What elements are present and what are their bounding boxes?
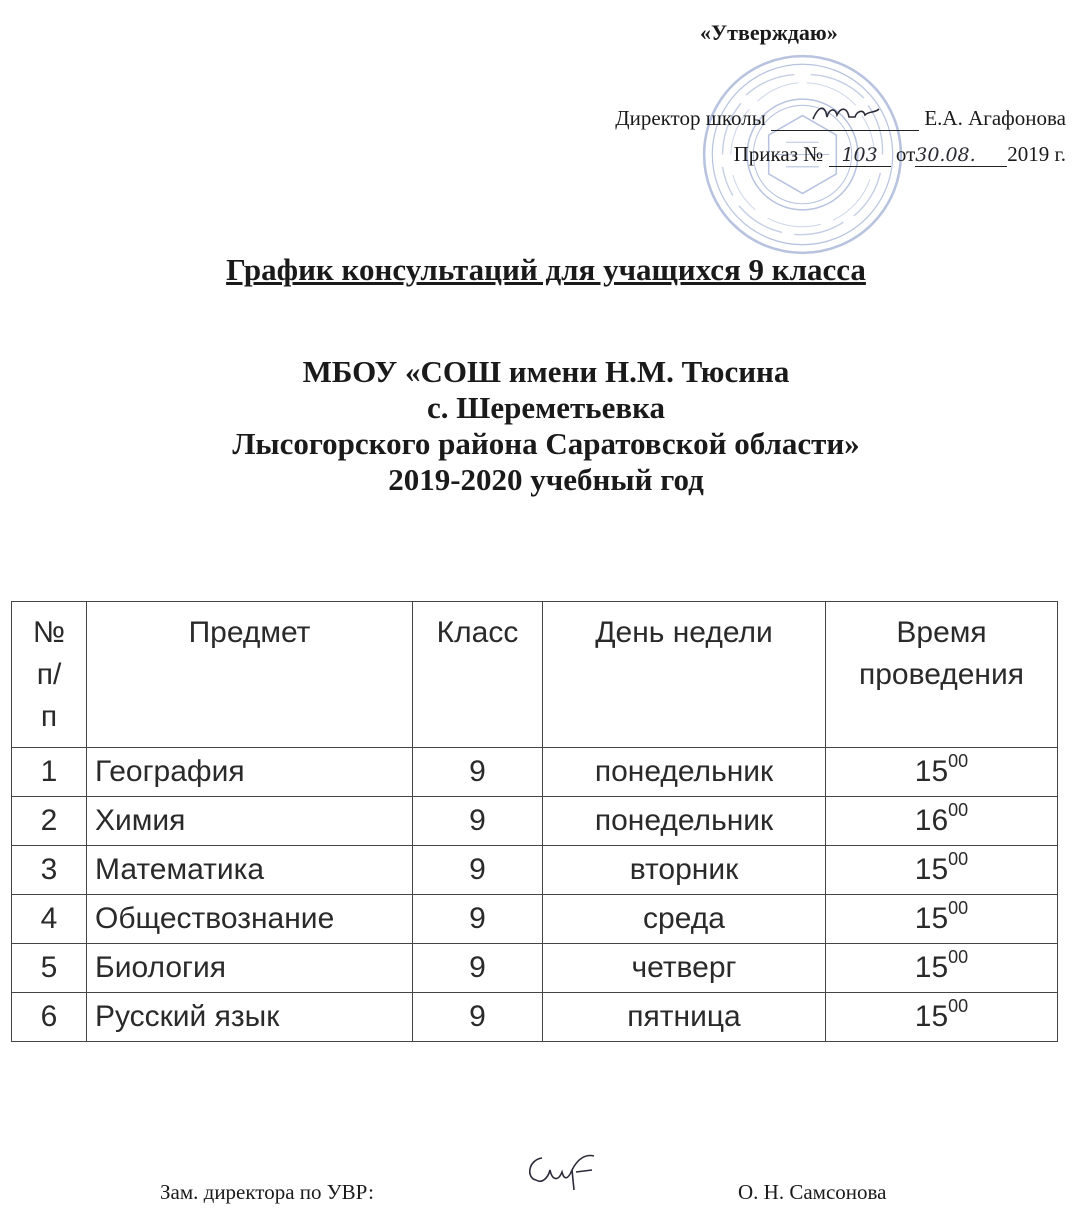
- cell-class: 9: [413, 797, 543, 846]
- cell-class: 9: [413, 846, 543, 895]
- approval-heading: «Утверждаю»: [700, 20, 838, 45]
- time-minutes: 00: [948, 751, 969, 771]
- order-year: 2019 г.: [1007, 142, 1066, 166]
- cell-number: 4: [12, 895, 87, 944]
- cell-day: пятница: [543, 993, 826, 1042]
- cell-number: 1: [12, 748, 87, 797]
- order-date: 30.08.: [915, 144, 1007, 167]
- subtitle-line: Лысогорского района Саратовской области»: [232, 426, 860, 461]
- header-class: Класс: [413, 602, 543, 748]
- cell-number: 6: [12, 993, 87, 1042]
- cell-number: 5: [12, 944, 87, 993]
- time-hour: 15: [914, 755, 949, 788]
- table-row: [12, 748, 1058, 797]
- director-name: Е.А. Агафонова: [924, 106, 1066, 130]
- director-signature: [805, 101, 885, 125]
- table-row: [12, 944, 1058, 993]
- header-number-line: п: [40, 700, 58, 733]
- time-minutes: 00: [948, 996, 969, 1016]
- header-number: [12, 602, 87, 748]
- time-minutes: 00: [948, 898, 969, 918]
- cell-time: [826, 895, 1058, 944]
- time-minutes: 00: [948, 947, 969, 967]
- cell-class: 9: [413, 944, 543, 993]
- header-number-line: п/: [36, 658, 62, 691]
- order-prefix: Приказ №: [733, 142, 824, 166]
- cell-time: [826, 797, 1058, 846]
- header-time: [826, 602, 1058, 748]
- cell-class: 9: [413, 895, 543, 944]
- cell-time: [826, 846, 1058, 895]
- time-hour: 15: [914, 902, 949, 935]
- cell-subject: Обществознание: [87, 895, 413, 944]
- time-hour: 16: [914, 804, 949, 837]
- consultation-schedule-table: [11, 601, 1058, 1042]
- time-hour: 15: [914, 853, 949, 886]
- cell-time: [826, 993, 1058, 1042]
- page-title-text: График консультаций для учащихся 9 класса: [226, 252, 866, 287]
- cell-subject: География: [87, 748, 413, 797]
- cell-day: вторник: [543, 846, 826, 895]
- order-number: 103: [829, 144, 891, 167]
- cell-subject: Биология: [87, 944, 413, 993]
- cell-day: четверг: [543, 944, 826, 993]
- header-subject: Предмет: [87, 602, 413, 748]
- table-header-row: [12, 602, 1058, 748]
- cell-day: понедельник: [543, 748, 826, 797]
- cell-day: понедельник: [543, 797, 826, 846]
- cell-number: 3: [12, 846, 87, 895]
- cell-class: 9: [413, 748, 543, 797]
- page-title: [0, 252, 1092, 288]
- table-row: [12, 895, 1058, 944]
- time-hour: 15: [914, 951, 949, 984]
- header-time-line: Время: [896, 616, 987, 649]
- cell-number: 2: [12, 797, 87, 846]
- deputy-director-name: О. Н. Самсонова: [738, 1180, 887, 1204]
- cell-subject: Математика: [87, 846, 413, 895]
- cell-class: 9: [413, 993, 543, 1042]
- director-signature-line: [771, 101, 919, 131]
- school-subtitle: [0, 354, 1092, 498]
- header-number-line: №: [32, 616, 66, 649]
- cell-day: среда: [543, 895, 826, 944]
- cell-subject: Русский язык: [87, 993, 413, 1042]
- header-time-line: проведения: [859, 658, 1024, 691]
- time-hour: 15: [914, 1000, 949, 1033]
- deputy-director-label: Зам. директора по УВР:: [160, 1180, 374, 1204]
- cell-time: [826, 944, 1058, 993]
- director-label: Директор школы: [615, 106, 766, 130]
- cell-subject: Химия: [87, 797, 413, 846]
- time-minutes: 00: [948, 800, 969, 820]
- cell-time: [826, 748, 1058, 797]
- order-line: [734, 142, 1066, 167]
- director-line: [615, 101, 1066, 131]
- order-from-label: от: [895, 142, 916, 166]
- table-row: [12, 846, 1058, 895]
- table-row: [12, 797, 1058, 846]
- header-day: День недели: [543, 602, 826, 748]
- deputy-director-signature: [522, 1150, 602, 1200]
- subtitle-line: 2019-2020 учебный год: [388, 462, 704, 497]
- table-row: [12, 993, 1058, 1042]
- subtitle-line: МБОУ «СОШ имени Н.М. Тюсина: [302, 354, 790, 389]
- subtitle-line: с. Шереметьевка: [427, 390, 665, 425]
- time-minutes: 00: [948, 849, 969, 869]
